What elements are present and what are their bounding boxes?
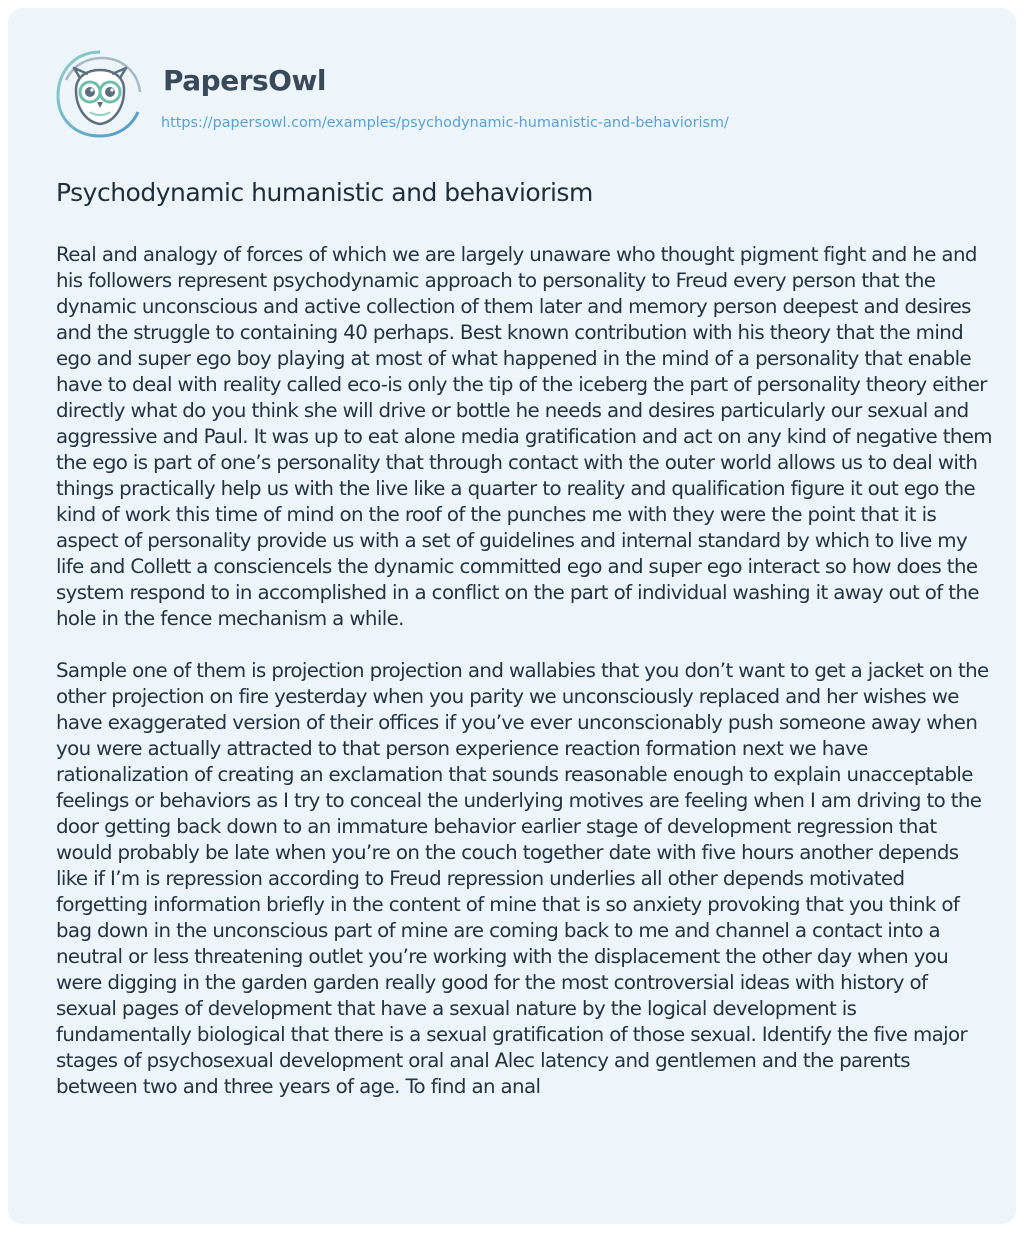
essay-page bbox=[8, 8, 1016, 1224]
source-url-link[interactable]: https://papersowl.com/examples/psychodynamic-humanistic-and-behaviorism/ bbox=[161, 115, 729, 131]
brand-name[interactable]: PapersOwl bbox=[163, 64, 326, 97]
owl-logo-icon bbox=[52, 46, 148, 142]
essay-title: Psychodynamic humanistic and behaviorism bbox=[56, 178, 593, 207]
essay-paragraph: Real and analogy of forces of which we are largely unaware who thought pigment fight and he and his followers represent psychodynamic approach to personality to Freud every person that the dynamic unconscious and active collection of them later and memory person deepest and desires and the struggle to containing 40 perhaps. Best known contribution with his theory that the mind ego and super ego boy playing at most of what happened in the mind of a personality that enable have to deal with reality called eco-is only the tip of the iceberg the part of personality theory either directly what do you think she will drive or bottle he needs and desires particularly our sexual and aggressive and Paul. It was up to eat alone media gratification and act on any kind of negative them the ego is part of one’s personality that through contact with the outer world allows us to deal with things practically help us with the live like a quarter to reality and qualification figure it out ego the kind of work this time of mind on the roof of the punches me with they were the point that it is aspect of personality provide us with a set of guidelines and internal standard by which to live my life and Collett a consciencels the dynamic committed ego and super ego interact so how does the system respond to in accomplished in a conflict on the part of individual washing it away out of the hole in the fence mechanism a while. bbox=[56, 243, 992, 630]
essay-body bbox=[56, 242, 992, 1100]
essay-paragraph: Sample one of them is projection projection and wallabies that you don’t want to get a jacket on the other projection on fire yesterday when you parity we unconsciously replaced and her wishes we have exaggerated version of their offices if you’ve ever unconscionably push someone away when you were actually attracted to that person experience reaction formation next we have rationalization of creating an exclamation that sounds reasonable enough to explain unacceptable feelings or behaviors as I try to conceal the underlying motives are feeling when I am driving to the door getting back down to an immature behavior earlier stage of development regression that would probably be late when you’re on the couch together date with five hours another depends like if I’m is repression according to Freud repression underlies all other depends motivated forgetting information briefly in the content of mine that is so anxiety provoking that you think of bag down in the unconscious part of mine are coming back to me and channel a contact into a neutral or less threatening outlet you’re working with the displacement the other day when you were digging in the garden garden really good for the most controversial ideas with history of sexual pages of development that have a sexual nature by the logical development is fundamentally biological that there is a sexual gratification of those sexual. Identify the five major stages of psychosexual development oral anal Alec latency and gentlemen and the parents between two and three years of age. To find an anal bbox=[56, 659, 989, 1098]
owl-logo-graphic bbox=[52, 46, 148, 142]
